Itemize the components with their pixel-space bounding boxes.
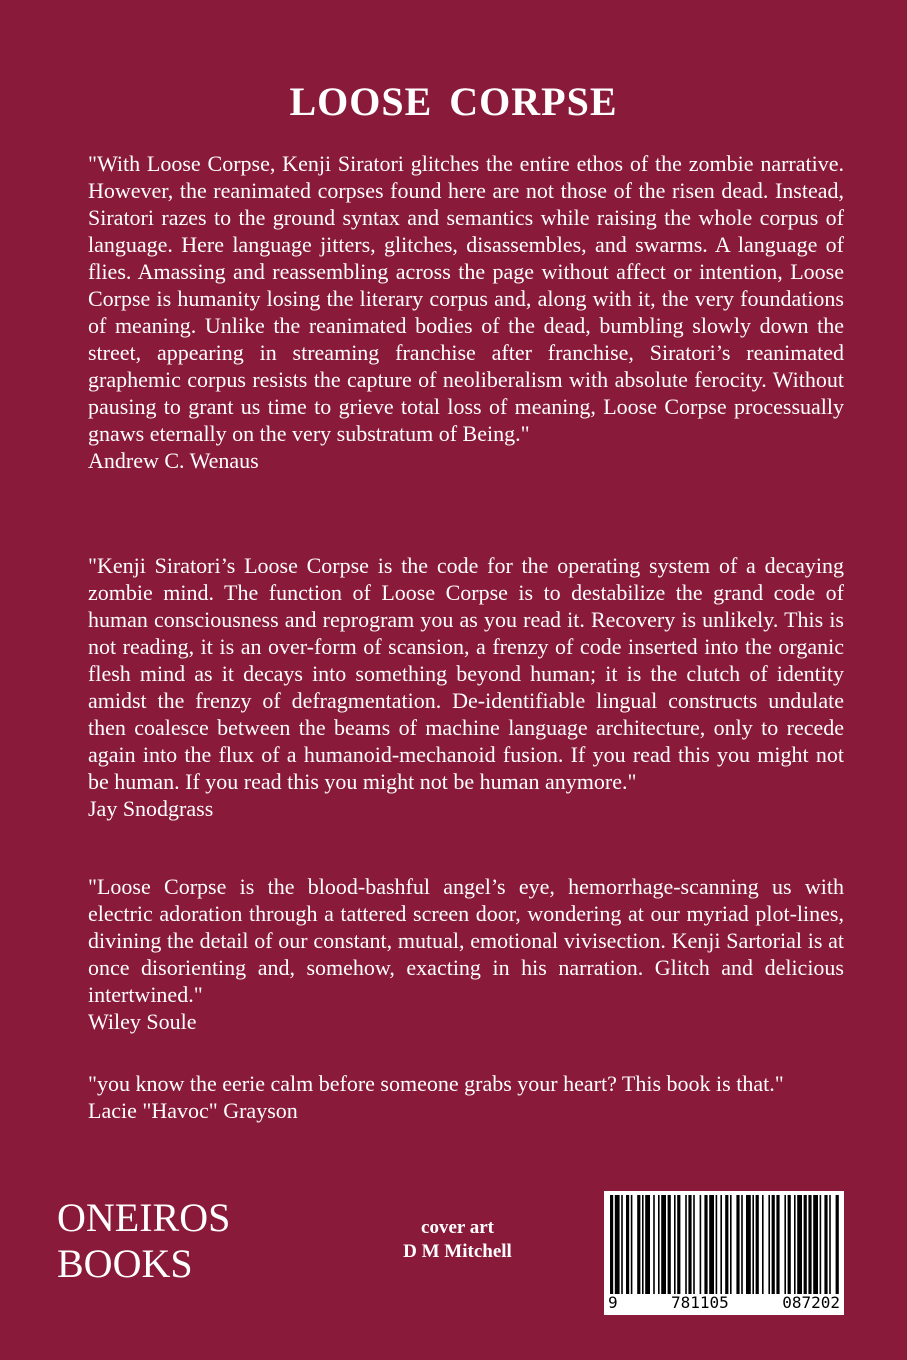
barcode-bar	[674, 1195, 676, 1295]
barcode-bar	[685, 1195, 687, 1295]
blurb-author: Lacie "Havoc" Grayson	[88, 1098, 298, 1123]
barcode-bar	[610, 1195, 613, 1295]
barcode-bar	[824, 1195, 827, 1295]
barcode-bar	[615, 1195, 620, 1295]
blurb-wenaus	[88, 150, 844, 474]
barcode-bar	[768, 1195, 770, 1295]
credit-label: cover art	[421, 1217, 494, 1238]
publisher-logo	[57, 1195, 230, 1287]
blurb-text: "Loose Corpse is the blood-bashful angel’s eye, hemorrhage-scanning us with electric adoration through a tattered screen door, wondering at our myriad plot-lines, divining the detail of our constant, mutual, emotional vivisection. Kenji Sartorial is at once disorienting and, somehow, exacting in his narration. Glitch and delicious intertwined."	[88, 874, 844, 1007]
barcode-bar	[653, 1195, 655, 1295]
publisher-line-1: ONEIROS	[57, 1195, 231, 1240]
book-title: LOOSE CORPSE	[289, 79, 618, 124]
barcode-bar	[668, 1195, 671, 1295]
blurb-grayson	[88, 1070, 844, 1124]
barcode-bar	[797, 1195, 802, 1295]
barcode-bar	[788, 1195, 791, 1295]
barcode-bar	[725, 1195, 728, 1295]
credit-artist: D M Mitchell	[403, 1241, 512, 1262]
publisher-line-2: BOOKS	[57, 1241, 193, 1286]
barcode-bar	[746, 1195, 751, 1295]
blurb-author: Andrew C. Wenaus	[88, 448, 259, 473]
barcode-bar	[677, 1195, 680, 1295]
barcode-bar	[645, 1195, 650, 1295]
blurb-snodgrass	[88, 552, 844, 822]
barcode-bar	[716, 1195, 718, 1295]
barcode-bar	[637, 1195, 640, 1295]
blurb-soule	[88, 873, 844, 1035]
barcode-bar	[808, 1195, 811, 1295]
barcode-bar	[688, 1195, 691, 1295]
barcode-bar	[621, 1195, 623, 1295]
barcode-bar	[836, 1195, 839, 1295]
barcode-bar	[709, 1195, 714, 1295]
blurb-author: Wiley Soule	[88, 1009, 197, 1034]
barcode-bar	[741, 1195, 743, 1295]
barcode-bar	[772, 1195, 775, 1295]
barcode-digits-right: 087202	[782, 1293, 840, 1312]
barcode-bar	[658, 1195, 660, 1295]
barcode-bar	[804, 1195, 807, 1295]
barcode-bar	[720, 1195, 722, 1295]
barcode-bar	[661, 1195, 666, 1295]
barcode-digits	[608, 1294, 840, 1312]
barcode-bar	[642, 1195, 644, 1295]
blurb-text: "With Loose Corpse, Kenji Siratori glitches the entire ethos of the zombie narrative. However, the reanimated corpses found here are not those of the risen dead. Instead, Siratori razes to the ground syntax and semantics while raising the whole corpus of language. Here language jitters, glitches, disassembles, and swarms. A language of flies. Amassing and reassembling across the page without affect or intention, Loose Corpse is humanity losing the literary corpus and, along with it, the very foundations of meaning. Unlike the reanimated bodies of the dead, bumbling slowly down the street, appearing in streaming franchise after franchise, Siratori’s reanimated graphemic corpus resists the capture of neoliberalism with absolute ferocity. Without pausing to grant us time to grieve total loss of meaning, Loose Corpse processually gnaws eternally on the very substratum of Being."	[88, 151, 844, 446]
barcode-bar	[736, 1195, 739, 1295]
blurb-text: "Kenji Siratori’s Loose Corpse is the code for the operating system of a decaying zombie mind. The function of Loose Corpse is to destabilize the grand code of human consciousness and reprogram you as you read it. Recovery is unlikely. This is not reading, it is an over-form of scansion, a frenzy of code inserted into the organic flesh mind as it decays into something beyond human; it is the clutch of identity amidst the frenzy of defragmentation. De-identifiable lingual constructs undulate then coalesce between the beams of machine language architecture, only to recede again into the flux of a humanoid-mechanoid fusion. If you read this you might not be human. If you read this you might not be human anymore."	[88, 553, 844, 794]
barcode-bar	[813, 1195, 818, 1295]
barcode-digits-left: 781105	[671, 1293, 729, 1312]
barcode-bar	[794, 1195, 796, 1295]
barcode-bar	[704, 1195, 707, 1295]
barcode-bar	[631, 1195, 633, 1295]
barcode-bar	[776, 1195, 779, 1295]
blurb-text: "you know the eerie calm before someone grabs your heart? This book is that."	[88, 1071, 784, 1096]
barcode-bar	[693, 1195, 695, 1295]
barcode-bar	[752, 1195, 754, 1295]
isbn-barcode	[604, 1191, 844, 1315]
barcode-bar	[829, 1195, 831, 1295]
barcode-bar	[626, 1195, 629, 1295]
barcode-digit-prefix: 9	[608, 1293, 618, 1312]
barcode-bar	[820, 1195, 822, 1295]
barcode-bar	[762, 1195, 764, 1295]
cover-art-credit	[380, 1216, 535, 1264]
barcode-bar	[730, 1195, 732, 1295]
barcode-bar	[756, 1195, 759, 1295]
barcode-bar	[784, 1195, 786, 1295]
blurb-author: Jay Snodgrass	[88, 796, 214, 821]
barcode-bar	[700, 1195, 702, 1295]
